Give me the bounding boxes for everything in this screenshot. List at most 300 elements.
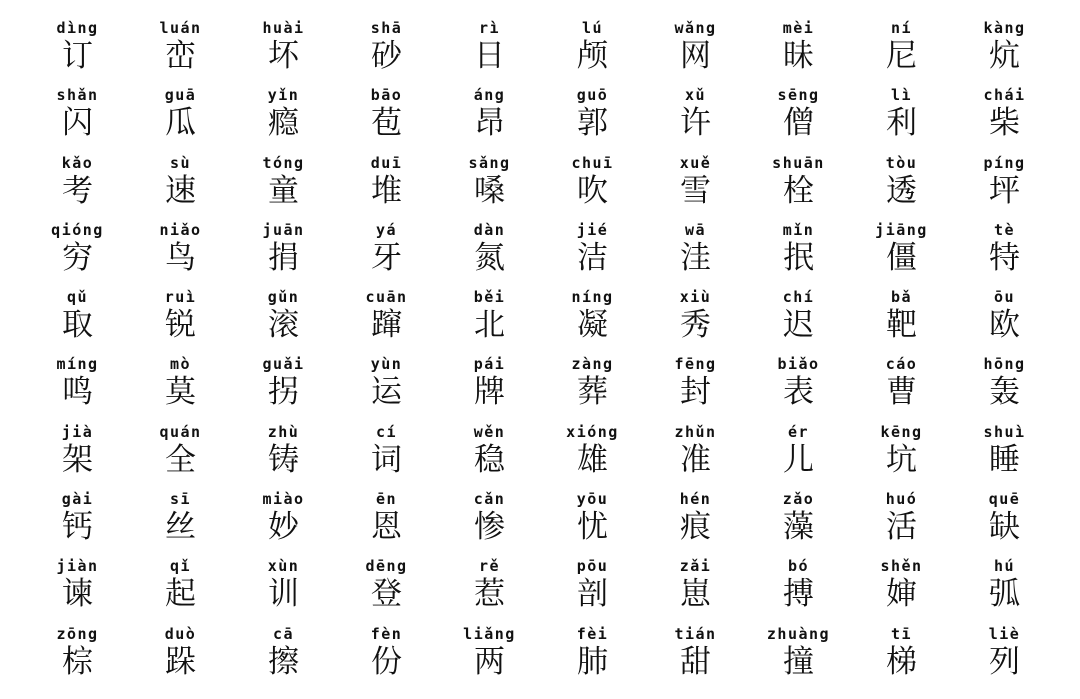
pinyin-label: ní [890,19,913,37]
character-cell [26,489,129,556]
character-cell [335,153,438,220]
pinyin-label: zōng [56,624,99,643]
character-cell [438,422,541,489]
character-cell [541,556,644,623]
character-cell [541,624,644,691]
hanzi-character: 崽 [680,576,711,613]
hanzi-character: 婶 [886,576,917,613]
hanzi-character: 稳 [474,441,505,478]
hanzi-character: 甜 [680,643,711,680]
pinyin-label: tī [890,624,913,643]
pinyin-label: míng [56,355,99,374]
pinyin-label: sù [169,153,192,172]
pinyin-label: guā [164,86,197,105]
hanzi-character: 起 [165,576,196,613]
hanzi-character: 童 [268,172,299,209]
character-cell [232,556,335,623]
pinyin-label: fèn [370,624,403,643]
pinyin-label: chí [782,288,815,307]
character-cell [232,153,335,220]
hanzi-character: 尼 [886,38,917,74]
pinyin-label: shuì [983,422,1026,441]
hanzi-character: 峦 [165,38,196,74]
character-cell [335,422,438,489]
hanzi-character: 抿 [783,239,814,276]
pinyin-label: lì [890,86,913,105]
hanzi-character: 列 [989,643,1020,680]
character-cell [438,287,541,354]
pinyin-label: mò [169,355,192,374]
hanzi-character: 鸟 [165,239,196,276]
pinyin-label: ér [787,422,810,441]
hanzi-character: 僵 [886,239,917,276]
hanzi-character: 坪 [989,172,1020,209]
hanzi-character: 惹 [474,576,505,613]
character-cell [335,18,438,85]
pinyin-label: zhuàng [766,624,831,643]
hanzi-character: 吹 [577,172,608,209]
pinyin-label: cáo [885,355,918,374]
hanzi-character: 缺 [989,509,1020,546]
pinyin-label: pōu [576,557,609,576]
character-cell [129,220,232,287]
character-cell [26,153,129,220]
character-cell [335,624,438,691]
character-cell [26,85,129,152]
hanzi-character: 钙 [62,509,93,546]
character-cell [644,18,747,85]
character-cell [438,489,541,556]
character-cell [953,153,1056,220]
hanzi-character: 日 [474,38,505,74]
character-cell [26,287,129,354]
character-cell [26,18,129,85]
hanzi-character: 活 [886,509,917,546]
hanzi-character: 蹿 [371,307,402,344]
hanzi-character: 鸣 [62,374,93,411]
pinyin-label: dēng [365,557,408,576]
hanzi-character: 份 [371,643,402,680]
pinyin-label: píng [983,153,1026,172]
hanzi-character: 昧 [783,38,814,74]
hanzi-character: 雄 [577,441,608,478]
character-cell [129,287,232,354]
character-cell [129,489,232,556]
pinyin-label: yá [375,220,398,239]
character-cell [747,153,850,220]
pinyin-label: jiàn [56,557,99,576]
character-cell [26,422,129,489]
pinyin-label: rì [478,19,501,37]
character-cell [438,556,541,623]
character-cell [644,489,747,556]
pinyin-label: niǎo [159,220,202,239]
hanzi-character: 惨 [474,509,505,546]
character-cell [438,85,541,152]
character-cell [129,18,232,85]
pinyin-label: jià [61,422,94,441]
pinyin-label: hú [993,557,1016,576]
character-cell [438,624,541,691]
hanzi-character: 架 [62,441,93,478]
hanzi-character: 特 [989,239,1020,276]
character-cell [644,422,747,489]
pinyin-label: mǐn [782,220,815,239]
pinyin-label: liè [988,624,1021,643]
hanzi-character: 迟 [783,307,814,344]
pinyin-label: chái [983,86,1026,105]
pinyin-label: pái [473,355,506,374]
character-cell [953,287,1056,354]
hanzi-character: 嗓 [474,172,505,209]
character-cell [438,18,541,85]
character-cell [232,422,335,489]
pinyin-label: kēng [880,422,923,441]
character-cell [953,18,1056,85]
hanzi-character: 洼 [680,239,711,276]
pinyin-label: dìng [56,19,99,37]
character-cell [747,287,850,354]
pinyin-label: yǐn [267,86,300,105]
pinyin-label: xióng [566,422,619,441]
character-cell [335,287,438,354]
hanzi-character: 谏 [62,576,93,613]
hanzi-character: 丝 [165,509,196,546]
pinyin-label: jiāng [875,220,928,239]
hanzi-character: 柴 [989,105,1020,142]
character-cell [850,153,953,220]
hanzi-character: 妙 [268,509,299,546]
hanzi-character: 秀 [680,307,711,344]
hanzi-character: 坏 [268,38,299,74]
character-cell [232,85,335,152]
pinyin-label: běi [473,288,506,307]
character-cell [541,489,644,556]
pinyin-label: guō [576,86,609,105]
hanzi-character: 藻 [783,509,814,546]
hanzi-character: 订 [62,38,93,74]
pinyin-label: gài [61,490,94,509]
character-cell [129,556,232,623]
character-cell [953,489,1056,556]
character-cell [747,624,850,691]
pinyin-label: xǔ [684,86,707,105]
character-cell [335,85,438,152]
hanzi-character: 郭 [577,105,608,142]
character-cell [541,354,644,421]
pinyin-label: juān [262,220,305,239]
character-cell [850,489,953,556]
hanzi-character: 僧 [783,105,814,142]
character-cell [335,354,438,421]
character-cell [232,287,335,354]
character-cell [232,354,335,421]
pinyin-label: jié [576,220,609,239]
hanzi-character: 堆 [371,172,402,209]
hanzi-character: 凝 [577,307,608,344]
pinyin-label: bó [787,557,810,576]
character-cell [953,220,1056,287]
pinyin-label: xùn [267,557,300,576]
hanzi-character: 登 [371,576,402,613]
pinyin-label: hén [679,490,712,509]
pinyin-label: ōu [993,288,1016,307]
hanzi-character: 北 [474,307,505,344]
hanzi-character: 铸 [268,441,299,478]
pinyin-label: kàng [983,19,1026,37]
hanzi-character: 葬 [577,374,608,411]
pinyin-label: tián [674,624,717,643]
pinyin-label: qǐ [169,557,192,576]
pinyin-label: sī [169,490,192,509]
pinyin-label: áng [473,86,506,105]
character-cell [541,153,644,220]
pinyin-label: duī [370,153,403,172]
hanzi-character: 两 [474,643,505,680]
pinyin-label: sēng [777,86,820,105]
pinyin-label: shěn [880,557,923,576]
pinyin-label: qǔ [66,288,89,307]
character-cell [953,85,1056,152]
character-cell [644,287,747,354]
character-cell [232,220,335,287]
character-cell [850,85,953,152]
pinyin-label: huó [885,490,918,509]
character-cell [644,220,747,287]
character-cell [747,489,850,556]
hanzi-character: 准 [680,441,711,478]
character-cell [438,153,541,220]
pinyin-label: bǎ [890,288,913,307]
character-cell [335,556,438,623]
hanzi-character: 睡 [989,441,1020,478]
hanzi-character: 考 [62,172,93,209]
character-cell [850,624,953,691]
pinyin-label: quē [988,490,1021,509]
hanzi-character: 炕 [989,38,1020,74]
character-cell [850,422,953,489]
character-cell [953,354,1056,421]
pinyin-label: wǎng [674,19,717,37]
hanzi-character: 闪 [62,105,93,142]
hanzi-character: 运 [371,374,402,411]
pinyin-label: dàn [473,220,506,239]
pinyin-label: tè [993,220,1016,239]
hanzi-character: 瓜 [165,105,196,142]
character-cell [232,18,335,85]
hanzi-character: 痕 [680,509,711,546]
hanzi-character: 网 [680,38,711,74]
character-cell [953,624,1056,691]
character-cell [747,85,850,152]
character-cell [129,354,232,421]
hanzi-character: 棕 [62,643,93,680]
pinyin-label: qióng [51,220,104,239]
character-cell [850,287,953,354]
character-cell [850,556,953,623]
hanzi-character: 莫 [165,374,196,411]
hanzi-character: 颅 [577,38,608,74]
hanzi-character: 恩 [371,509,402,546]
hanzi-character: 牌 [474,374,505,411]
pinyin-label: cǎn [473,490,506,509]
pinyin-label: yùn [370,355,403,374]
pinyin-label: fēng [674,355,717,374]
pinyin-label: shā [370,19,403,37]
hanzi-character: 洁 [577,239,608,276]
pinyin-label: shuān [772,153,825,172]
hanzi-character: 雪 [680,172,711,209]
character-cell [644,85,747,152]
character-cell [747,18,850,85]
hanzi-character: 全 [165,441,196,478]
hanzi-character: 捐 [268,239,299,276]
hanzi-character: 穷 [62,239,93,276]
character-cell [26,624,129,691]
pinyin-label: tóng [262,153,305,172]
character-cell [953,422,1056,489]
pinyin-label: chuī [571,153,614,172]
hanzi-character: 靶 [886,307,917,344]
pinyin-label: wěn [473,422,506,441]
hanzi-character: 苞 [371,105,402,142]
hanzi-character: 坑 [886,441,917,478]
hanzi-character: 牙 [371,239,402,276]
hanzi-character: 轰 [989,374,1020,411]
hanzi-character: 利 [886,105,917,142]
hanzi-character: 儿 [783,441,814,478]
hanzi-character: 表 [783,374,814,411]
pinyin-label: sǎng [468,153,511,172]
pinyin-label: guǎi [262,355,305,374]
character-cell [644,624,747,691]
character-cell [541,287,644,354]
character-cell [747,220,850,287]
pinyin-label: rě [478,557,501,576]
hanzi-character: 透 [886,172,917,209]
character-cell [232,624,335,691]
character-cell [850,18,953,85]
pinyin-label: lú [581,19,604,37]
hanzi-character: 忧 [577,509,608,546]
hanzi-character: 训 [268,576,299,613]
character-cell [644,354,747,421]
character-cell [541,85,644,152]
hanzi-character: 滚 [268,307,299,344]
pinyin-label: zhù [267,422,300,441]
hanzi-character: 瘾 [268,105,299,142]
hanzi-character: 撞 [783,643,814,680]
pinyin-label: luán [159,19,202,37]
character-cell [541,422,644,489]
pinyin-label: miào [262,490,305,509]
character-cell [644,153,747,220]
hanzi-character: 砂 [371,38,402,74]
character-cell [129,153,232,220]
pinyin-label: mèi [782,19,815,37]
character-cell [26,220,129,287]
pinyin-label: shǎn [56,86,99,105]
pinyin-label: fèi [576,624,609,643]
hanzi-character: 剖 [577,576,608,613]
pinyin-label: duò [164,624,197,643]
character-cell [335,489,438,556]
pinyin-label: ēn [375,490,398,509]
character-cell [335,220,438,287]
pinyin-label: tòu [885,153,918,172]
character-cell [541,220,644,287]
character-cell [129,422,232,489]
hanzi-character: 弧 [989,576,1020,613]
character-cell [541,18,644,85]
pinyin-label: cí [375,422,398,441]
pinyin-label: níng [571,288,614,307]
pinyin-label: ruì [164,288,197,307]
hanzi-character: 氮 [474,239,505,276]
pinyin-label: zàng [571,355,614,374]
hanzi-character: 许 [680,105,711,142]
pinyin-label: huài [262,19,305,37]
hanzi-character: 欧 [989,307,1020,344]
character-cell [438,354,541,421]
character-cell [747,556,850,623]
character-cell [747,422,850,489]
hanzi-character: 搏 [783,576,814,613]
pinyin-label: bāo [370,86,403,105]
hanzi-character: 速 [165,172,196,209]
hanzi-character: 曹 [886,374,917,411]
hanzi-character: 肺 [577,643,608,680]
character-cell [747,354,850,421]
character-cell [26,556,129,623]
character-cell [850,220,953,287]
character-cell [644,556,747,623]
character-cell [232,489,335,556]
character-cell [438,220,541,287]
hanzi-character: 词 [371,441,402,478]
pinyin-label: cā [272,624,295,643]
pinyin-label: kǎo [61,153,94,172]
hanzi-character: 梯 [886,643,917,680]
pinyin-label: gǔn [267,288,300,307]
pinyin-label: cuān [365,288,408,307]
pinyin-label: zǎi [679,557,712,576]
pinyin-label: xuě [679,153,712,172]
pinyin-label: quán [159,422,202,441]
pinyin-label: hōng [983,355,1026,374]
pinyin-label: wā [684,220,707,239]
hanzi-character: 拐 [268,374,299,411]
hanzi-character: 跺 [165,643,196,680]
character-cell [26,354,129,421]
pinyin-label: zǎo [782,490,815,509]
character-cell [953,556,1056,623]
hanzi-character: 栓 [783,172,814,209]
pinyin-label: yōu [576,490,609,509]
pinyin-label: zhǔn [674,422,717,441]
character-cell [850,354,953,421]
hanzi-character: 取 [62,307,93,344]
character-cell [129,624,232,691]
pinyin-label: biǎo [777,355,820,374]
character-cell [129,85,232,152]
hanzi-character: 擦 [268,643,299,680]
pinyin-label: xiù [679,288,712,307]
hanzi-character: 锐 [165,307,196,344]
hanzi-character: 昂 [474,105,505,142]
hanzi-character: 封 [680,374,711,411]
pinyin-label: liǎng [463,624,516,643]
